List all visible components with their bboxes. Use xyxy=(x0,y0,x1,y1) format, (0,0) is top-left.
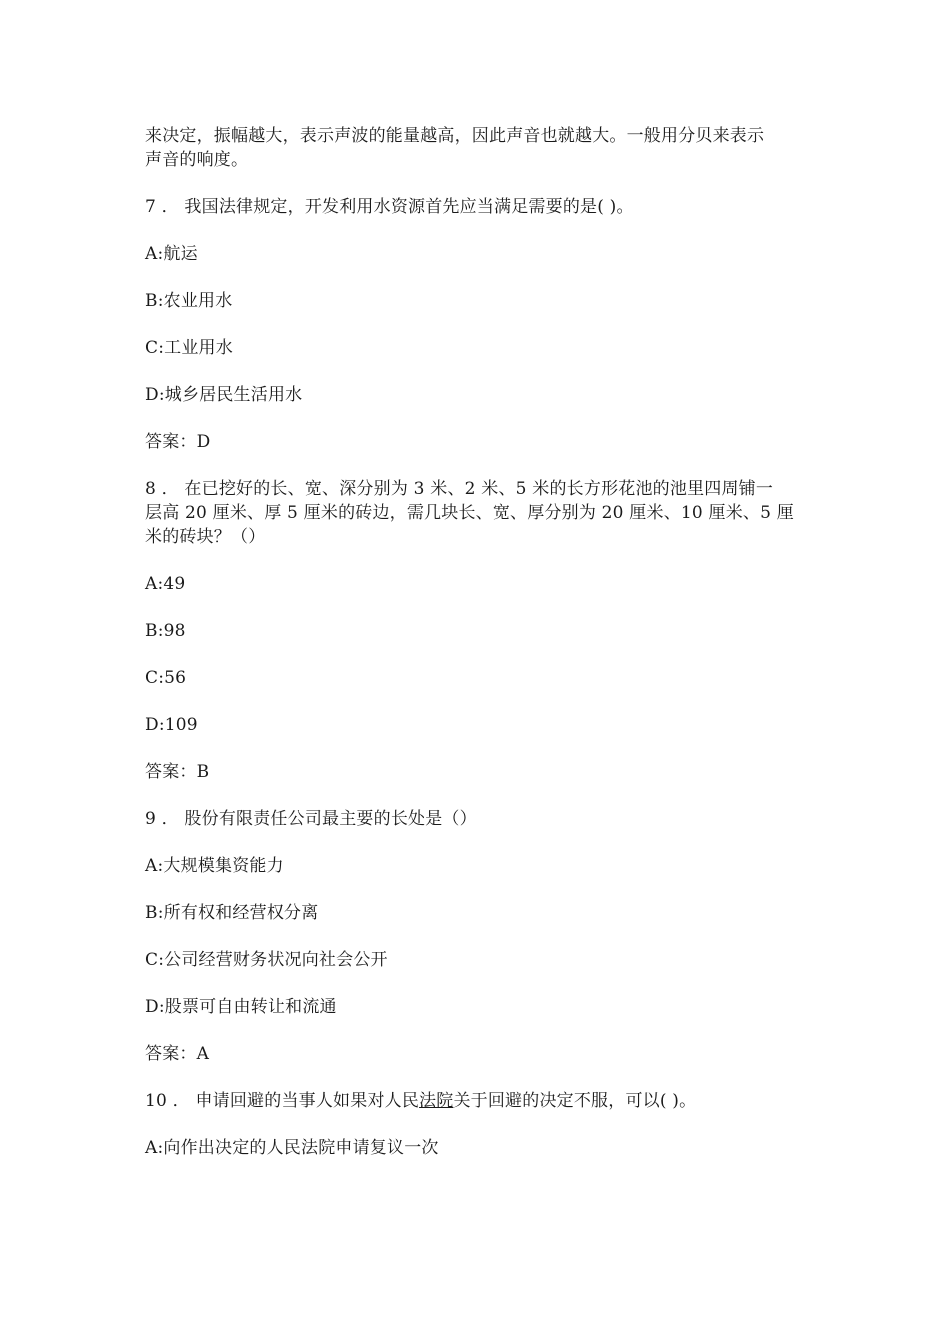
question-7-option-d: D:城乡居民生活用水 xyxy=(145,385,303,405)
intro-paragraph xyxy=(145,124,815,172)
question-8-line-2: 层高 20 厘米、厚 5 厘米的砖边，需几块长、宽、厚分别为 20 厘米、10 厘米、5 厘 xyxy=(145,503,794,523)
question-8-option-b: B:98 xyxy=(145,621,186,641)
question-10-stem-start: 10 ． 申请回避的当事人如果对人民 xyxy=(145,1091,420,1111)
question-8-stem xyxy=(145,477,815,549)
question-7-answer: 答案：D xyxy=(145,432,211,452)
question-8-option-d: D:109 xyxy=(145,715,198,735)
question-7-option-a: A:航运 xyxy=(145,244,198,264)
question-7-option-c: C:工业用水 xyxy=(145,338,233,358)
intro-line-2: 声音的响度。 xyxy=(145,150,249,170)
question-7-option-b: B:农业用水 xyxy=(145,291,233,311)
question-8-answer: 答案：B xyxy=(145,762,210,782)
question-8-line-1: 8 ． 在已挖好的长、宽、深分别为 3 米、2 米、5 米的长方形花池的池里四周铺一 xyxy=(145,479,774,499)
question-9-stem: 9 ． 股份有限责任公司最主要的长处是（） xyxy=(145,809,477,829)
question-9-answer: 答案：A xyxy=(145,1044,210,1064)
court-link[interactable]: 法院 xyxy=(419,1091,454,1111)
question-10-option-a: A:向作出决定的人民法院申请复议一次 xyxy=(145,1138,439,1158)
question-9-option-a: A:大规模集资能力 xyxy=(145,856,284,876)
document-page xyxy=(145,124,815,1183)
question-10-stem xyxy=(145,1089,815,1113)
question-7-stem: 7 ． 我国法律规定，开发利用水资源首先应当满足需要的是( )。 xyxy=(145,197,634,217)
question-8-line-3: 米的砖块？（） xyxy=(145,527,266,547)
question-9-option-c: C:公司经营财务状况向社会公开 xyxy=(145,950,388,970)
question-9-option-d: D:股票可自由转让和流通 xyxy=(145,997,337,1017)
question-9-option-b: B:所有权和经营权分离 xyxy=(145,903,319,923)
question-8-option-a: A:49 xyxy=(145,574,186,594)
question-10-stem-end: 关于回避的决定不服，可以( )。 xyxy=(453,1091,697,1111)
intro-line-1: 来决定，振幅越大，表示声波的能量越高，因此声音也就越大。一般用分贝来表示 xyxy=(145,126,765,146)
question-8-option-c: C:56 xyxy=(145,668,187,688)
